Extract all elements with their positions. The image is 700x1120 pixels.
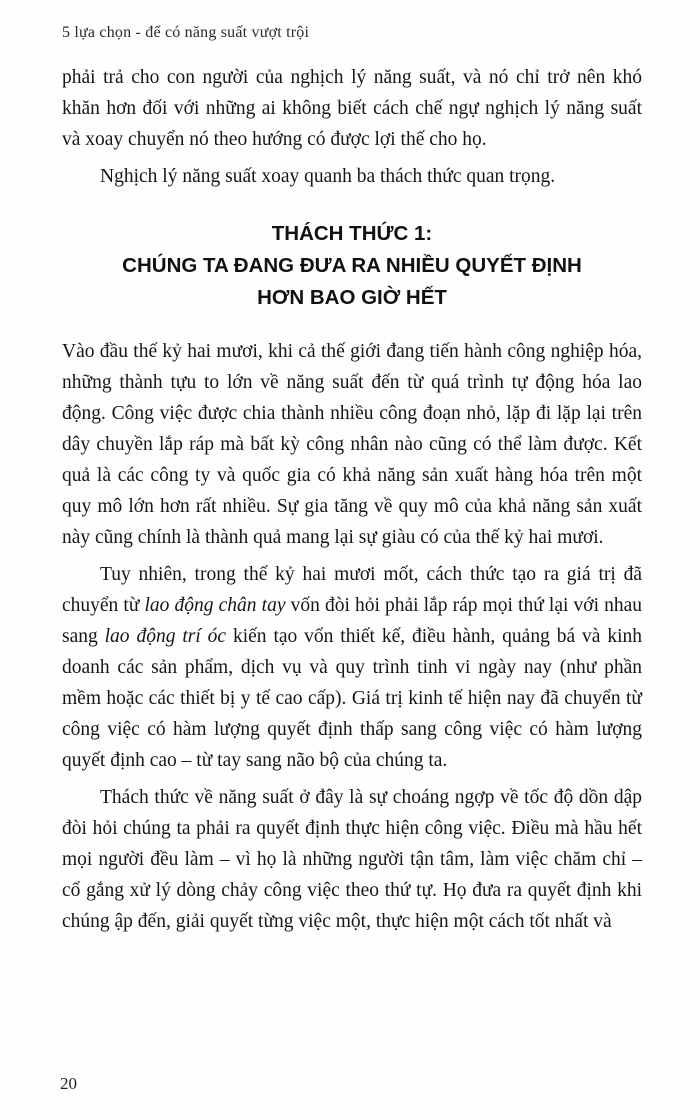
paragraph-segment: vốn đòi hỏi phải lắp ráp mọi thứ lại với nhau sang [62,595,642,647]
paragraph [62,559,642,776]
heading-line-2: CHÚNG TA ĐANG ĐƯA RA NHIỀU QUYẾT ĐỊNH [122,254,582,277]
heading-line-3: HƠN BAO GIỜ HẾT [257,286,447,309]
chapter-heading [62,218,642,314]
running-header: 5 lựa chọn - để có năng suất vượt trội [62,24,310,41]
paragraph-continuation: phải trả cho con người của nghịch lý năng suất, và nó chỉ trở nên khó khăn hơn đối với những ai không biết cách chế ngự nghịch lý năng suất và xoay chuyển nó theo hướng có được lợi thế cho họ. [62,67,642,150]
paragraph-segment: Tuy nhiên, trong thế kỷ hai mươi mốt, cách thức tạo ra giá trị đã chuyển từ [62,564,642,616]
page-number: 20 [60,1074,77,1093]
paragraph-segment: kiến tạo vốn thiết kế, điều hành, quảng bá và kinh doanh các sản phẩm, dịch vụ và quy trình tinh vi ngày nay (như phần mềm hoặc các thiết bị y tế cao cấp). Giá trị kinh tế hiện nay đã chuyển từ công việc có hàm lượng quyết định thấp sang công việc có hàm lượng quyết định cao – từ tay sang não bộ của chúng ta. [62,626,642,771]
paragraph: Thách thức về năng suất ở đây là sự choáng ngợp về tốc độ dồn dập đòi hỏi chúng ta phải ra quyết định thực hiện công việc. Điều mà hầu hết mọi người đều làm – vì họ là những người tận tâm, làm việc chăm chỉ – cố gắng xử lý dòng chảy công việc theo thứ tự. Họ đưa ra quyết định khi chúng ập đến, giải quyết từng việc một, thực hiện một cách tốt nhất và [62,787,642,932]
paragraph-segment-italic: lao động chân tay [144,595,286,616]
page-body [62,62,642,943]
heading-line-1: THÁCH THỨC 1: [271,222,433,245]
paragraph: Nghịch lý năng suất xoay quanh ba thách thức quan trọng. [100,166,556,187]
paragraph: Vào đầu thế kỷ hai mươi, khi cả thế giới đang tiến hành công nghiệp hóa, những thành tựu to lớn về năng suất đến từ quá trình tự động hóa lao động. Công việc được chia thành nhiều công đoạn nhỏ, lặp đi lặp lại trên dây chuyền lắp ráp mà bất kỳ công nhân nào cũng có thể làm được. Kết quả là các công ty và quốc gia có khả năng sản xuất hàng hóa trên một quy mô lớn hơn rất nhiều. Sự gia tăng về quy mô của khả năng sản xuất này cũng chính là thành quả mang lại sự giàu có của thế kỷ hai mươi. [62,341,642,548]
paragraph-segment-italic: lao động trí óc [104,626,227,647]
